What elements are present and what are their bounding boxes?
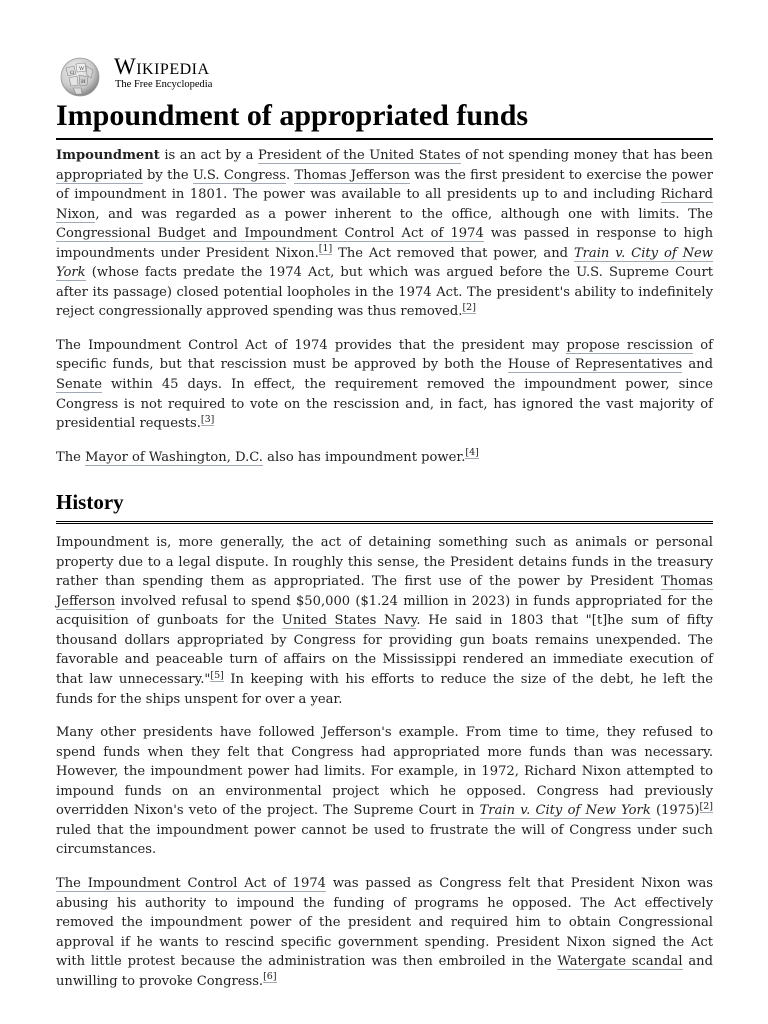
wiki-link-thomas-jefferson[interactable]: Thomas Jefferson (294, 167, 411, 183)
text-run: and unwilling to provoke Congress. (56, 954, 713, 989)
citation-ref[interactable] (263, 971, 276, 983)
text-run: was passed in response to high impoundments under President Nixon. (56, 226, 713, 261)
article-body (56, 146, 713, 991)
citation-ref[interactable] (462, 302, 475, 314)
svg-text:Ω: Ω (70, 70, 75, 76)
wiki-link-thomas-jefferson[interactable]: Thomas Jefferson (56, 574, 713, 609)
text-run: within 45 days. In effect, the requirement removed the impoundment power, since Congress is not required to vote on the rescission and, in fact, has ignored the vast majority of presidential requests. (56, 377, 713, 432)
wiki-link-house-of-representatives[interactable]: House of Representatives (507, 357, 683, 373)
wiki-link-watergate-scandal[interactable]: Watergate scandal (557, 954, 683, 970)
wiki-link-u-s-congress[interactable]: U.S. Congress (192, 167, 286, 183)
wiki-link-mayor-of-washington-d-c[interactable]: Mayor of Washington, D.C. (85, 449, 263, 465)
svg-text:W: W (79, 66, 85, 72)
citation-link[interactable]: [2] (462, 302, 476, 314)
text-run: was the first president to exercise the power of impoundment in 1801. The power was available to all presidents up to and including (56, 167, 713, 203)
wikipedia-tagline: The Free Encyclopedia (115, 79, 213, 90)
wikipedia-wordmark: Wikipedia (114, 54, 210, 79)
wiki-link-congressional-budget-and-impoundment-control-act-of-1974[interactable]: Congressional Budget and Impoundment Control Act of 1974 (56, 226, 484, 242)
wiki-link-united-states-navy[interactable]: United States Navy (281, 613, 417, 629)
wiki-link-appropriated[interactable]: appropriated (56, 167, 143, 183)
wikipedia-globe-icon (56, 54, 104, 98)
text-run: The Impoundment Control Act of 1974 provides that the president may (56, 337, 567, 353)
text-run: The (56, 449, 86, 465)
citation-link[interactable]: [6] (263, 971, 277, 983)
paragraph (56, 723, 713, 860)
paragraph (56, 533, 713, 709)
text-run: of specific funds, but that rescission must be approved by both the (56, 337, 713, 373)
text-run: Many other presidents have followed Jefferson's example. From time to time, they refused to spend funds when they felt that Congress had appropriated more funds than was necessary. However, the impoundment power had limits. For example, in 1972, Richard Nixon attempted to impound funds on an environmental project which he opposed. Congress had previously overridden Nixon's veto of the project. The Supreme Court in (56, 725, 713, 819)
citation-ref[interactable] (201, 414, 214, 426)
term-bold: Impoundment (56, 148, 160, 163)
text-run: . (286, 167, 295, 183)
citation-ref[interactable] (465, 447, 478, 459)
text-run: Impoundment is, more generally, the act of detaining something such as animals or personal property due to a legal dispute. In roughly this sense, the President detains funds in the treasury rather than spending them as appropriated. The first use of the power by President (56, 535, 713, 590)
wiki-link-train-v-city-of-new-york[interactable]: Train v. City of New York (479, 803, 651, 819)
wiki-link-train-v-city-of-new-york[interactable]: Train v. City of New York (56, 245, 713, 281)
text-run: also has impoundment power. (262, 449, 466, 465)
paragraph (56, 874, 713, 991)
text-run: (whose facts predate the 1974 Act, but which was argued before the U.S. Supreme Court after its passage) closed potential loopholes in the 1974 Act. The president's ability to indefinitely reject congressionally approved spending was thus removed. (56, 265, 713, 320)
paragraph (56, 336, 713, 434)
article-page (56, 52, 713, 1005)
citation-link[interactable]: [4] (465, 447, 479, 459)
wikipedia-logo[interactable] (56, 52, 713, 96)
wiki-link-the-impoundment-control-act-of-1974[interactable]: The Impoundment Control Act of 1974 (56, 875, 327, 891)
section-heading-history: History (56, 489, 713, 524)
text-run: ruled that the impoundment power cannot be used to frustrate the will of Congress under such circumstances. (56, 822, 713, 858)
text-run: , and was regarded as a power inherent to the office, although one with limits. The (95, 206, 713, 222)
citation-link[interactable]: [5] (210, 669, 224, 681)
text-run: (1975) (650, 803, 700, 819)
text-run: In keeping with his efforts to reduce the size of the debt, he left the funds for the ships unspent for over a year. (56, 672, 714, 707)
citation-link[interactable]: [3] (200, 413, 215, 425)
text-run: . He said in 1803 that "[t]he sum of fifty thousand dollars appropriated by Congress for providing gun boats remains unexpended. The favorable and peaceable turn of affairs on the Mississippi rendered an immediate execution of that law unnecessary." (56, 613, 714, 688)
citation-link[interactable]: [2] (699, 800, 714, 812)
svg-text:И: И (81, 79, 86, 85)
citation-ref[interactable] (210, 670, 223, 682)
text-run: is an act by a (159, 148, 258, 163)
paragraph (56, 146, 713, 322)
text-run: involved refusal to spend $50,000 ($1.24 million in 2023) in funds appropriated for the acquisition of gunboats for the (56, 593, 713, 629)
citation-ref[interactable] (700, 801, 713, 813)
citation-link[interactable]: [1] (318, 243, 333, 255)
wiki-link-propose-rescission[interactable]: propose rescission (566, 337, 694, 353)
text-run: by the (142, 167, 193, 183)
text-run: of not spending money that has been (460, 148, 713, 163)
wiki-link-senate[interactable]: Senate (56, 377, 102, 393)
wiki-link-president-of-the-united-states[interactable]: President of the United States (258, 148, 461, 163)
wiki-link-richard-nixon[interactable]: Richard Nixon (56, 187, 713, 222)
citation-ref[interactable] (319, 243, 332, 255)
text-run: The Act removed that power, and (332, 245, 574, 261)
page-title: Impoundment of appropriated funds (56, 98, 713, 140)
text-run: was passed as Congress felt that President Nixon was abusing his authority to impound the funding of programs he opposed. The Act effectively removed the impoundment power of the president and required him to obtain Congressional approval if he wants to rescind specific government spending. President Nixon signed the Act with little protest because the administration was then embroiled in the (56, 875, 714, 970)
paragraph (56, 448, 713, 468)
text-run: and (682, 357, 713, 373)
